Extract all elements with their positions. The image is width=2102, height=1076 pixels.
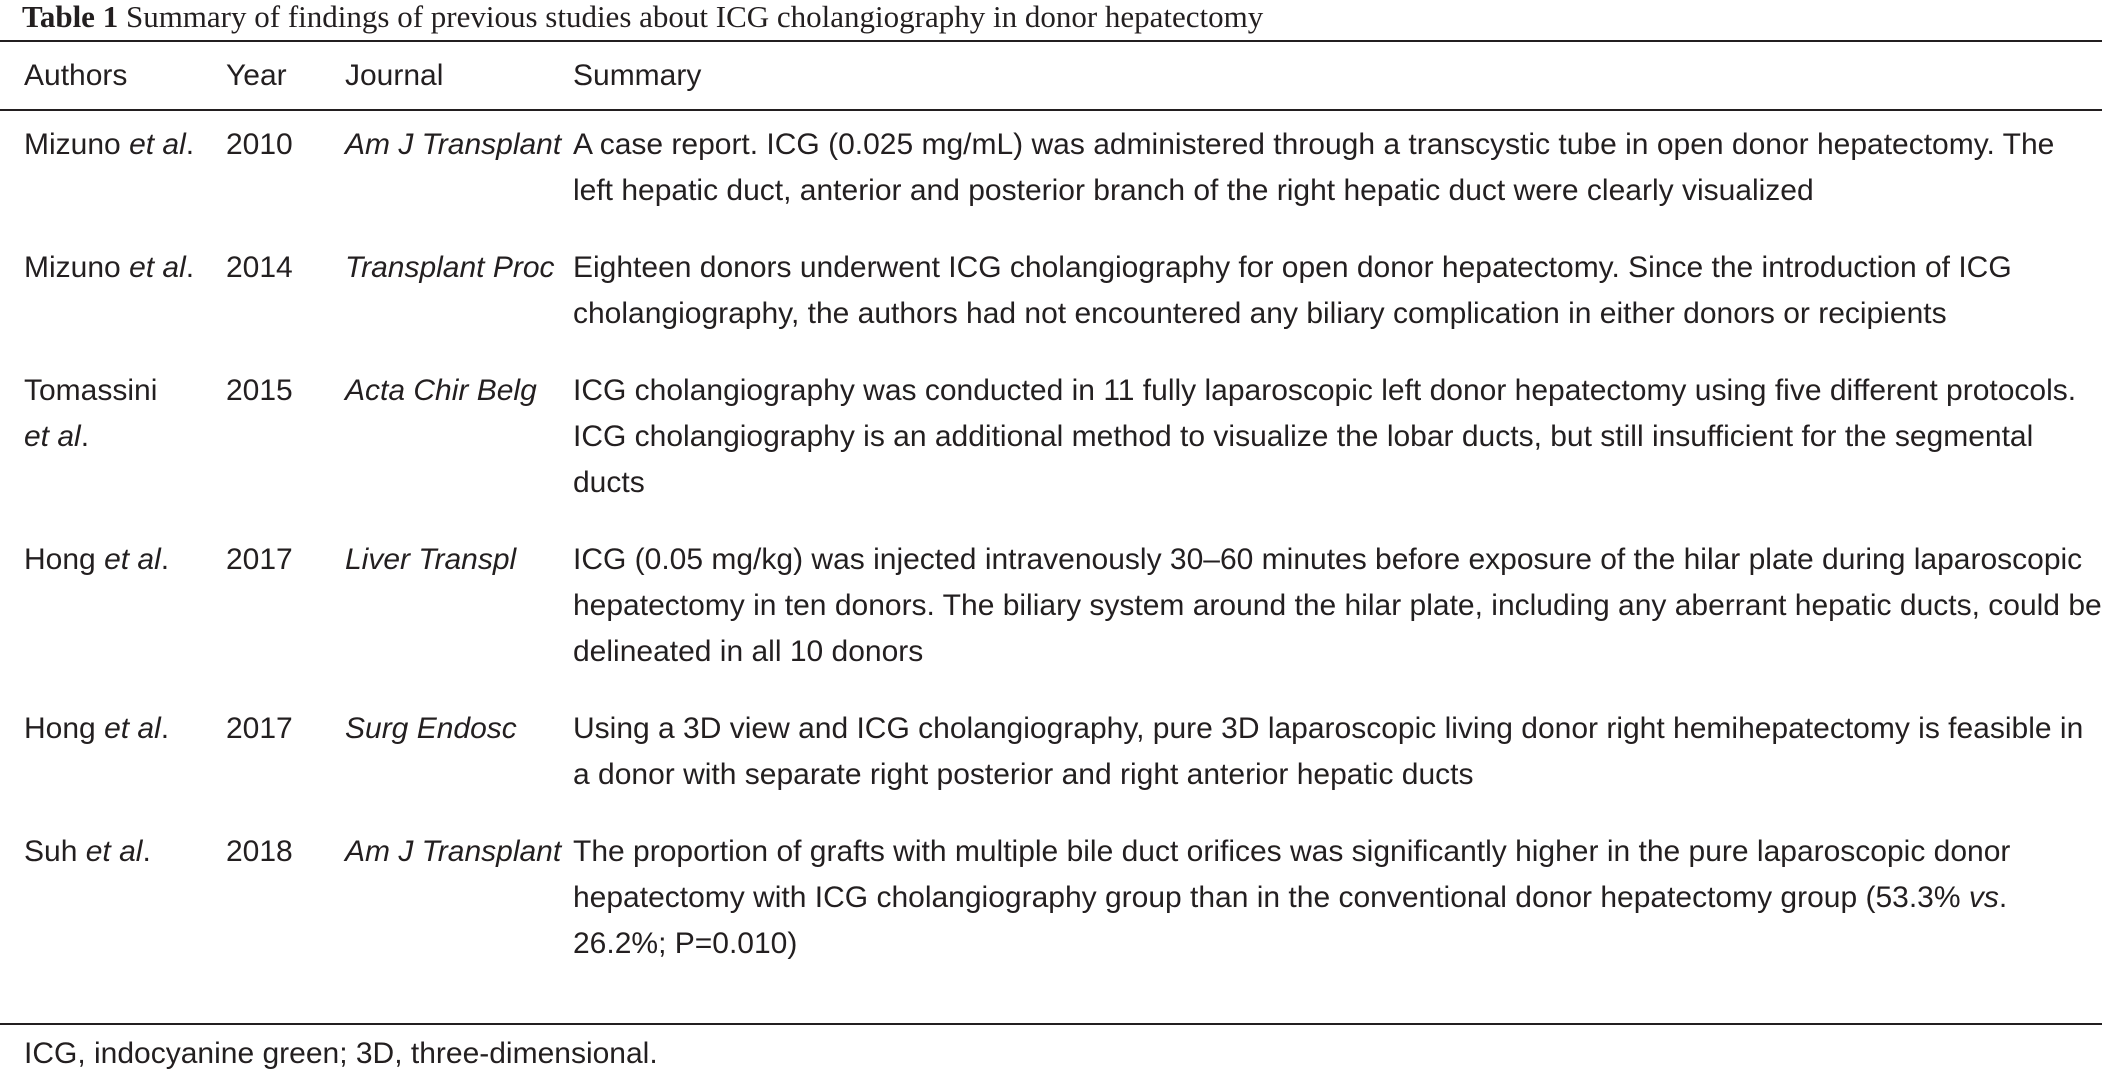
author-name: Hong [24, 712, 96, 745]
header-year: Year [226, 59, 287, 92]
author-cell [0, 356, 226, 525]
author-cell [0, 110, 226, 233]
summary-cell: ICG cholangiography was conducted in 11 fully laparoscopic left donor hepatectomy using five different protocols. ICG cholangiography is an additional method to visualize the lobar ducts, but still insufficient for the segmental ducts [573, 374, 2077, 499]
header-row [0, 42, 2102, 110]
journal-cell: Surg Endosc [345, 712, 517, 745]
header-journal: Journal [345, 59, 444, 92]
caption-text: Summary of findings of previous studies about ICG cholangiography in donor hepatectomy [118, 0, 1264, 34]
author-suffix: . [160, 712, 170, 745]
year-cell: 2017 [226, 543, 293, 576]
year-cell: 2014 [226, 251, 293, 284]
summary-cell: ICG (0.05 mg/kg) was injected intravenously 30–60 minutes before exposure of the hilar plate during laparoscopic hepatectomy in ten donors. The biliary system around the hilar plate, including any aberrant hepatic ducts, could be delineated in all 10 donors [573, 543, 2102, 668]
author-name: Hong [24, 543, 96, 576]
summary-text: The proportion of grafts with multiple bile duct orifices was significantly higher in the pure laparoscopic donor hepatectomy with ICG cholangiography group than in the conventional donor hepatectomy group (53.3% [573, 835, 2011, 914]
journal-cell: Liver Transpl [345, 543, 517, 576]
summary-cell: Using a 3D view and ICG cholangiography, pure 3D laparoscopic living donor right hemihepatectomy is feasible in a donor with separate right posterior and right anterior hepatic ducts [573, 712, 2084, 791]
table-row [0, 356, 2102, 525]
et-al: et al [129, 251, 186, 284]
journal-cell: Acta Chir Belg [345, 374, 537, 407]
journal-cell: Transplant Proc [345, 251, 555, 284]
et-al: et al [24, 420, 81, 453]
journal-cell: Am J Transplant [345, 835, 562, 868]
summary-cell [573, 817, 2102, 986]
author-cell [0, 525, 226, 694]
year-cell: 2017 [226, 712, 293, 745]
findings-table [0, 42, 2102, 986]
table-caption [22, 0, 1263, 34]
author-cell [0, 694, 226, 817]
et-al: et al [104, 543, 161, 576]
author-cell [0, 233, 226, 356]
table-row [0, 817, 2102, 986]
author-suffix: . [185, 251, 195, 284]
journal-cell: Am J Transplant [345, 128, 562, 161]
et-al: et al [85, 835, 143, 868]
table-row [0, 694, 2102, 817]
header-summary: Summary [573, 59, 702, 92]
bottom-rule [0, 1023, 2102, 1025]
author-suffix: . [160, 543, 170, 576]
year-cell: 2010 [226, 128, 293, 161]
author-cell [0, 817, 226, 986]
table-footnote: ICG, indocyanine green; 3D, three-dimensional. [24, 1037, 658, 1070]
year-cell: 2018 [226, 835, 293, 868]
author-name: Mizuno [24, 128, 121, 161]
author-name: Tomassini [24, 374, 158, 407]
et-al: et al [104, 712, 161, 745]
table-label: Table 1 [22, 0, 119, 34]
author-suffix: . [185, 128, 195, 161]
header-authors: Authors [24, 59, 128, 92]
table-row [0, 233, 2102, 356]
table-row [0, 110, 2102, 233]
author-suffix: . [80, 420, 90, 453]
versus-text: vs [1968, 881, 1999, 914]
author-name: Mizuno [24, 251, 121, 284]
author-suffix: . [142, 835, 151, 868]
summary-text-end: . 26.2%; P=0.010) [573, 881, 2008, 960]
et-al: et al [129, 128, 186, 161]
table-row [0, 525, 2102, 694]
author-name: Suh [24, 835, 78, 868]
year-cell: 2015 [226, 374, 293, 407]
summary-cell: Eighteen donors underwent ICG cholangiography for open donor hepatectomy. Since the introduction of ICG cholangiography, the authors had not encountered any biliary complication in either donors or recipients [573, 251, 2012, 330]
summary-cell: A case report. ICG (0.025 mg/mL) was administered through a transcystic tube in open donor hepatectomy. The left hepatic duct, anterior and posterior branch of the right hepatic duct were clearly visualized [573, 128, 2055, 207]
